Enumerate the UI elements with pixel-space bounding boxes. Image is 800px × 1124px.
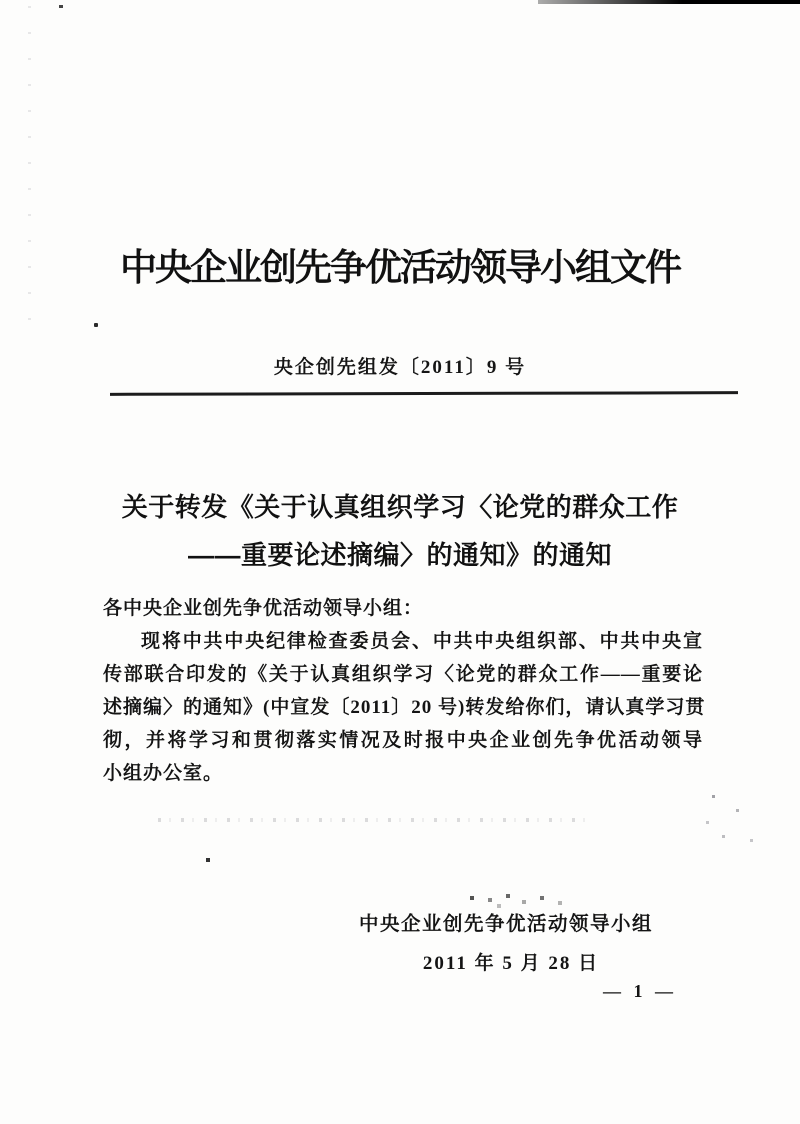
scan-artifact-specks xyxy=(712,795,715,798)
subject-line-2: ——重要论述摘编〉的通知》的通知 xyxy=(187,540,612,570)
document-subject xyxy=(0,483,800,579)
scan-artifact-dot xyxy=(59,5,63,8)
document-body xyxy=(103,592,706,790)
body-line: 小组办公室。 xyxy=(103,763,224,784)
salutation: 各中央企业创先争优活动领导小组： xyxy=(103,598,424,619)
body-line: 传部联合印发的《关于认真组织学习〈论党的群众工作——重要论 xyxy=(103,664,703,685)
document-number: 央企创先组发〔2011〕9 号 xyxy=(273,357,527,378)
signature-date: 2011 年 5 月 28 日 xyxy=(422,953,600,974)
letterhead-divider xyxy=(110,391,738,396)
scan-artifact-specks xyxy=(470,896,474,900)
letterhead-title: 中央企业创先争优活动领导小组文件 xyxy=(120,247,680,288)
page-number: — 1 — xyxy=(603,981,677,1001)
scan-artifact-dot xyxy=(94,323,98,327)
scan-artifact-smudge xyxy=(158,818,590,822)
subject-line-1: 关于转发《关于认真组织学习〈论党的群众工作 xyxy=(121,492,679,522)
scan-artifact-dot xyxy=(206,858,210,862)
signature-organization: 中央企业创先争优活动领导小组 xyxy=(358,914,653,935)
scan-artifact-top-strip xyxy=(538,0,800,4)
body-line: 现将中共中央纪律检查委员会、中共中央组织部、中共中央宣 xyxy=(141,631,703,652)
body-line: 述摘编〉的通知》(中宣发〔2011〕20 号)转发给你们，请认真学习贯 xyxy=(103,697,706,718)
body-line: 彻，并将学习和贯彻落实情况及时报中央企业创先争优活动领导 xyxy=(103,730,703,751)
